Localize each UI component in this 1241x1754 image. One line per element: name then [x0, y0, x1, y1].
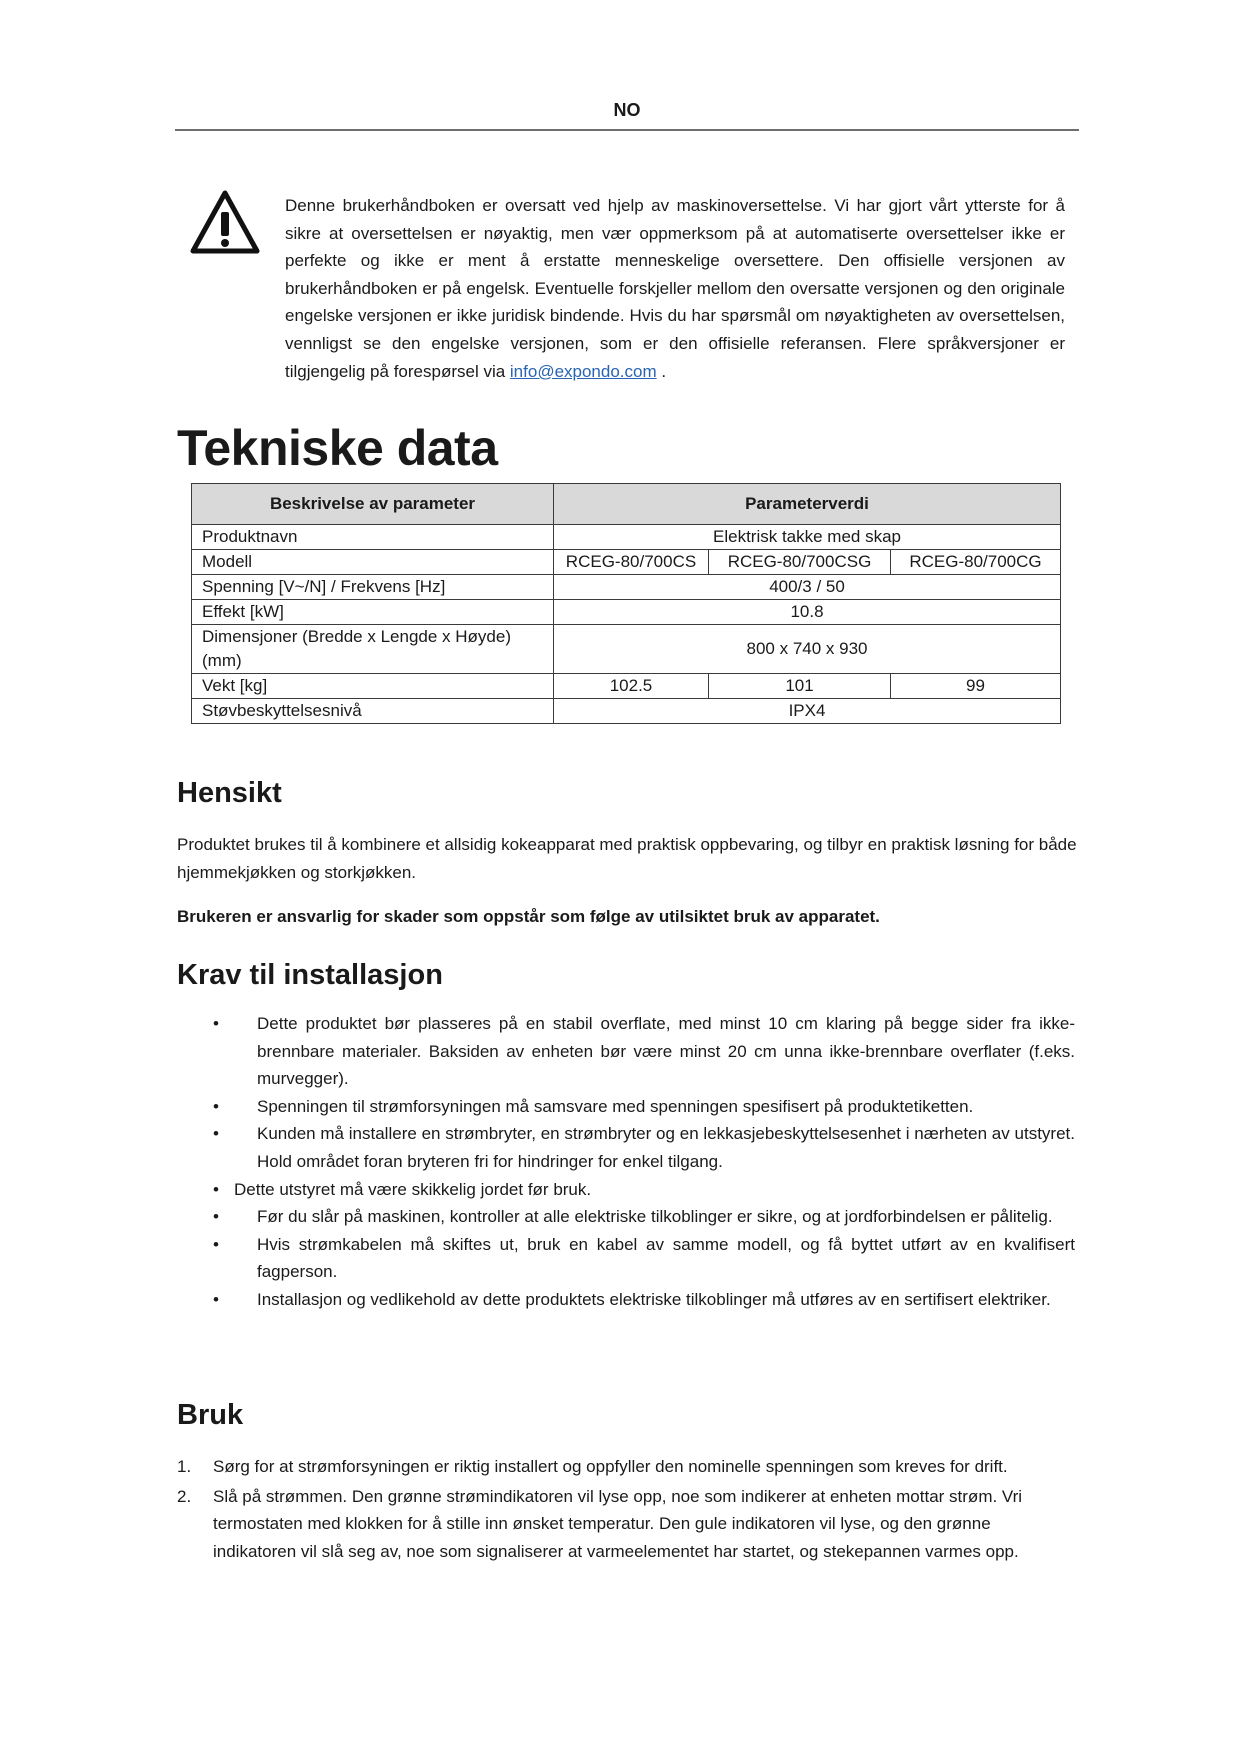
- header-value: Parameterverdi: [554, 484, 1061, 525]
- purpose-text: Produktet brukes til å kombinere et allsidig kokeapparat med praktisk oppbevaring, og tilbyr en praktisk løsning for både hjemmekjøkken og storkjøkken.: [177, 835, 1077, 882]
- row-value: 10.8: [554, 600, 1061, 625]
- use-heading: Bruk: [177, 1399, 244, 1431]
- notice-text: Denne brukerhåndboken er oversatt ved hjelp av maskinoversettelse. Vi har gjort vårt ytterste for å sikre at oversettelsen er nøyaktig, men vær oppmerksom på at automatiserte oversettelser ikke er perfekte og ikke er ment å erstatte menneskelige oversettere. Den offisielle versjonen av brukerhåndboken er på engelsk. Eventuelle forskjeller mellom den oversatte versjonen og den originale engelske versjonen er ikke juridisk bindende. Hvis du har spørsmål om nøyaktigheten av oversettelsen, vennligst se den engelske versjonen, som er den offisielle referansen. Flere språkversjoner er tilgjengelig på forespørsel via: [285, 196, 1065, 381]
- item-number: 2.: [177, 1486, 192, 1506]
- table-row: [192, 550, 1061, 575]
- spec-table: [191, 483, 1061, 724]
- page-header-language: NO: [175, 100, 1079, 131]
- bullet-icon: •: [213, 1124, 219, 1144]
- row-label: Vekt [kg]: [192, 674, 554, 699]
- purpose-heading: Hensikt: [177, 777, 282, 809]
- row-label: Dimensjoner (Bredde x Lengde x Høyde) (mm): [192, 625, 554, 674]
- row-value: 800 x 740 x 930: [554, 625, 1061, 674]
- row-value: RCEG-80/700CS: [554, 550, 709, 575]
- bullet-icon: •: [213, 1289, 219, 1309]
- row-value: IPX4: [554, 699, 1061, 724]
- installation-list: [177, 1010, 1075, 1314]
- table-row: [192, 625, 1061, 674]
- list-item: 2. Slå på strømmen. Den grønne strømindikatoren vil lyse opp, noe som indikerer at enheten mottar strøm. Vri termostaten med klokken for å stille inn ønsket temperatur. Den gule indikatoren vil lyse, og den grønne indikatoren vil slå seg av, noe som signaliserer at varmeelementet har startet, og stekepannen varmes opp.: [177, 1483, 1075, 1566]
- row-value: 102.5: [554, 674, 709, 699]
- translation-notice: [285, 192, 1065, 385]
- list-item: • Installasjon og vedlikehold av dette produktets elektriske tilkoblinger må utføres av en sertifisert elektriker.: [177, 1286, 1075, 1314]
- list-item: • Hvis strømkabelen må skiftes ut, bruk en kabel av samme modell, og få byttet utført av en kvalifisert fagperson.: [177, 1231, 1075, 1286]
- row-label: Produktnavn: [192, 525, 554, 550]
- installation-heading: Krav til installasjon: [177, 959, 443, 991]
- item-number: 1.: [177, 1457, 192, 1476]
- table-header-row: [192, 484, 1061, 525]
- bullet-icon: •: [213, 1207, 219, 1227]
- header-description: Beskrivelse av parameter: [192, 484, 554, 525]
- table-row: [192, 600, 1061, 625]
- bullet-icon: •: [213, 1014, 219, 1033]
- table-row: [192, 699, 1061, 724]
- row-label: Spenning [V~/N] / Frekvens [Hz]: [192, 575, 554, 600]
- row-label: Effekt [kW]: [192, 600, 554, 625]
- row-value: 400/3 / 50: [554, 575, 1061, 600]
- list-item: • Dette utstyret må være skikkelig jordet før bruk.: [177, 1176, 1075, 1204]
- purpose-warning: Brukeren er ansvarlig for skader som oppstår som følge av utilsiktet bruk av apparatet.: [177, 907, 880, 926]
- bullet-icon: •: [213, 1096, 219, 1116]
- list-item: • Dette produktet bør plasseres på en stabil overflate, med minst 10 cm klaring på begge sider fra ikke-brennbare materialer. Baksiden av enheten bør være minst 20 cm unna ikke-brennbare overflater (f.eks. murvegger).: [177, 1010, 1075, 1093]
- row-value: 101: [709, 674, 891, 699]
- row-value: RCEG-80/700CSG: [709, 550, 891, 575]
- warning-icon: [190, 190, 260, 254]
- table-row: [192, 674, 1061, 699]
- email-link[interactable]: info@expondo.com: [509, 361, 657, 381]
- table-row: [192, 575, 1061, 600]
- page-title: Tekniske data: [177, 420, 498, 476]
- row-value: Elektrisk takke med skap: [554, 525, 1061, 550]
- list-item: • Kunden må installere en strømbryter, en strømbryter og en lekkasjebeskyttelsesenhet i nærheten av utstyret. Hold området foran bryteren fri for hindringer for enkel tilgang.: [177, 1120, 1075, 1175]
- bullet-icon: •: [213, 1234, 219, 1254]
- use-list: [177, 1453, 1075, 1567]
- row-value: 99: [891, 674, 1061, 699]
- bullet-icon: •: [213, 1179, 219, 1199]
- row-value: RCEG-80/700CG: [891, 550, 1061, 575]
- row-label: Støvbeskyttelsesnivå: [192, 699, 554, 724]
- list-item: • Før du slår på maskinen, kontroller at alle elektriske tilkoblinger er sikre, og at jordforbindelsen er pålitelig.: [177, 1203, 1075, 1231]
- list-item: 1. Sørg for at strømforsyningen er riktig installert og oppfyller den nominelle spenningen som kreves for drift.: [177, 1453, 1075, 1481]
- notice-end: .: [656, 361, 667, 381]
- list-item: • Spenningen til strømforsyningen må samsvare med spenningen spesifisert på produktetiketten.: [177, 1093, 1075, 1121]
- row-label: Modell: [192, 550, 554, 575]
- table-row: [192, 525, 1061, 550]
